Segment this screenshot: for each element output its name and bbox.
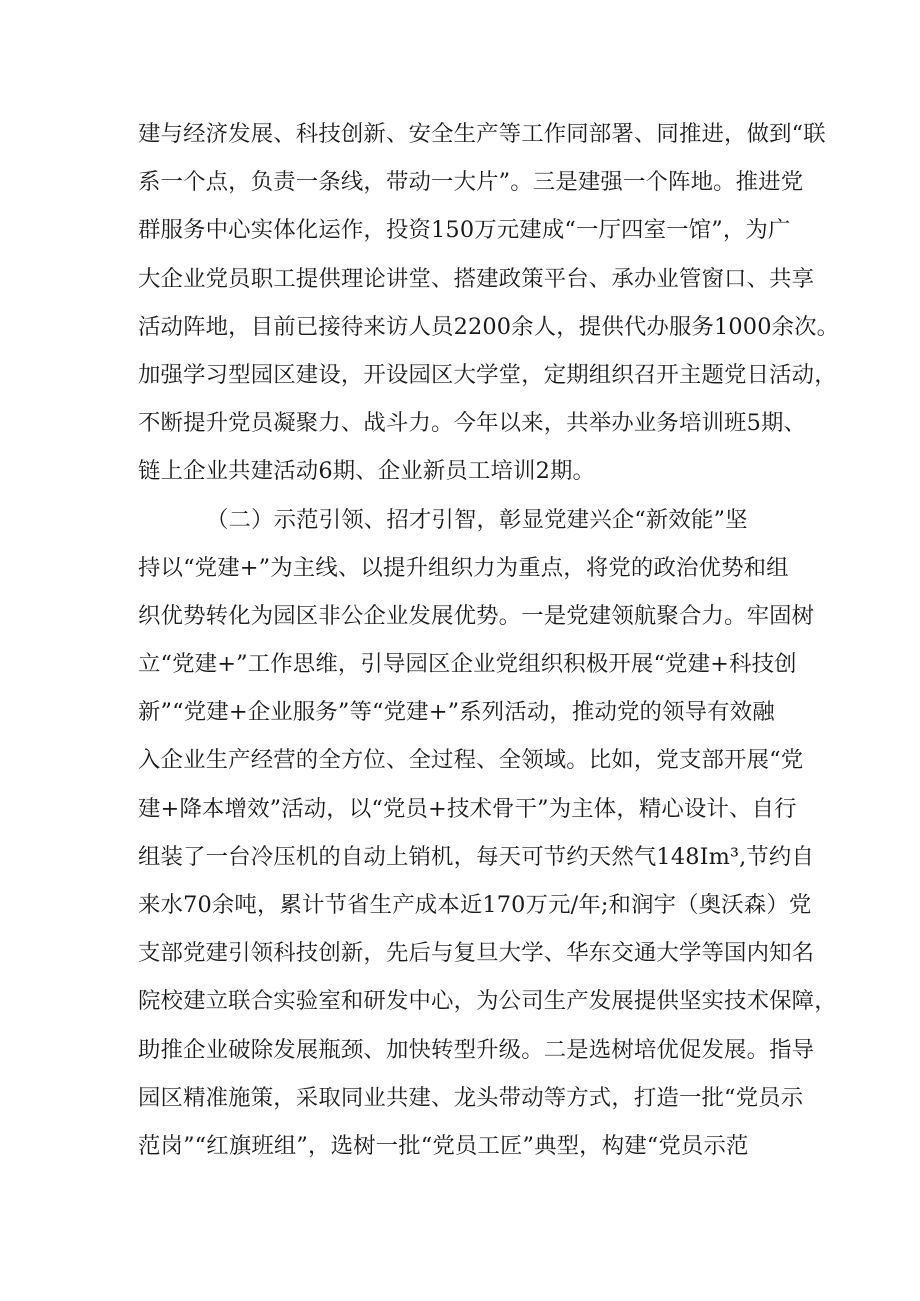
text-line: 支部党建引领科技创新，先后与复旦大学、华东交通大学等国内知名 xyxy=(138,940,815,967)
text-line: 系一个点，负责一条线，带动一大片”。三是建强一个阵地。推进党 xyxy=(138,169,804,196)
text-line: 立“党建+”工作思维，引导园区企业党组织积极开展“党建+科技创 xyxy=(138,651,797,678)
text-line: 园区精准施策，采取同业共建、龙头带动等方式，打造一批“党员示 xyxy=(138,1084,804,1111)
text-line: 新”“党建+企业服务”等“党建+”系列活动，推动党的领导有效融 xyxy=(138,699,775,726)
text-line: 范岗”“红旗班组”，选树一批“党员工匠”典型，构建“党员示范 xyxy=(138,1132,749,1159)
text-line: 大企业党员职工提供理论讲堂、搭建政策平台、承办业管窗口、共享 xyxy=(138,265,815,292)
text-line: 院校建立联合实验室和研发中心，为公司生产发展提供坚实技术保障， xyxy=(138,988,837,1015)
body-text xyxy=(138,110,840,1170)
text-line: 组装了一台冷压机的自动上销机，每天可节约天然气148Im³,节约自 xyxy=(138,843,815,870)
text-line: 不断提升党员凝聚力、战斗力。今年以来，共举办业务培训班5期、 xyxy=(138,410,807,437)
text-line: 来水70余吨，累计节省生产成本近170万元/年;和润宇（奥沃森）党 xyxy=(138,892,812,918)
text-line: 链上企业共建活动6期、企业新员工培训2期。 xyxy=(138,458,596,485)
text-line: 入企业生产经营的全方位、全过程、全领域。比如，党支部开展“党 xyxy=(138,747,804,774)
text-line: 持以“党建+”为主线、以提升组织力为重点，将党的政治优势和组 xyxy=(138,554,789,581)
text-line: 加强学习型园区建设，开设园区大学堂，定期组织召开主题党日活动， xyxy=(138,361,837,388)
text-line: 建与经济发展、科技创新、安全生产等工作同部署、同推进，做到“联 xyxy=(138,121,826,147)
text-line: 群服务中心实体化运作，投资150万元建成“一厅四室一馆”，为广 xyxy=(138,217,791,244)
text-line: 织优势转化为园区非公企业发展优势。一是党建领航聚合力。牢固树 xyxy=(138,602,815,629)
text-line: 助推企业破除发展瓶颈、加快转型升级。二是选树培优促发展。指导 xyxy=(138,1036,815,1063)
text-line: 活动阵地，目前已接待来访人员2200余人，提供代办服务1000余次。 xyxy=(138,313,840,340)
text-line: 建+降本增效”活动，以“党员+技术骨干”为主体，精心设计、自行 xyxy=(138,795,797,822)
section-heading-line: （二）示范引领、招才引智，彰显党建兴企“新效能”坚 xyxy=(206,506,748,533)
